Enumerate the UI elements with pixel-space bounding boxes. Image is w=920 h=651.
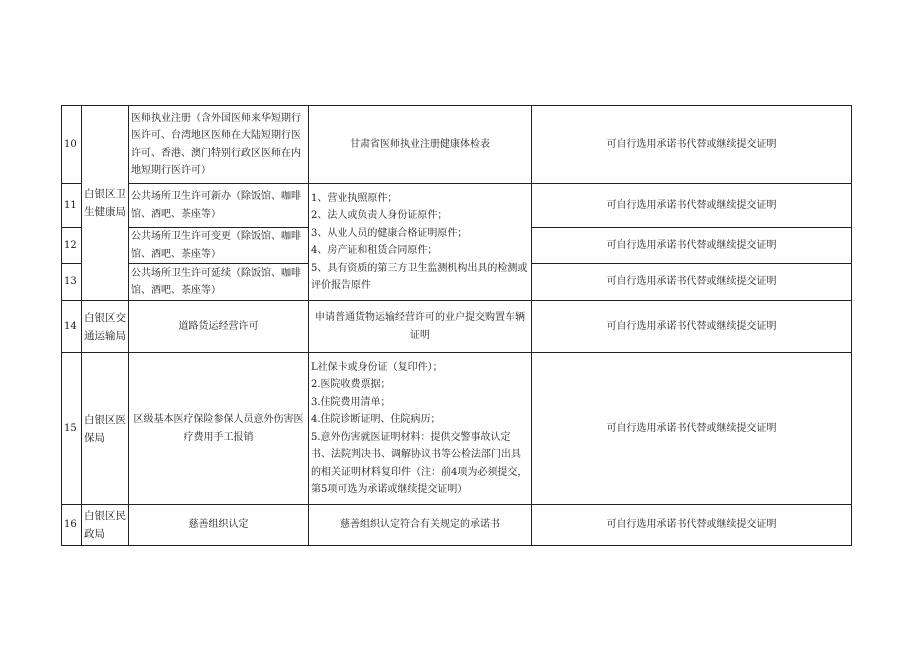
material-cell: L社保卡或身份证（复印件）； 2.医院收费票据； 3.住院费用清单； 4.住院诊断证明、住院病历； 5.意外伤害就医证明材料：提供交警事故认定书、法院判决书、调解协议书等公检法部门出具的相关证明材料复印件（注：前4项为必须提交，第5项可选为承诺或继续提交证明）	[309, 353, 532, 505]
method-cell: 可自行选用承诺书代替或继续提交证明	[532, 301, 852, 353]
table-row	[62, 184, 852, 228]
method-cell: 可自行选用承诺书代替或继续提交证明	[532, 228, 852, 264]
item-cell: 区级基本医疗保险参保人员意外伤害医疗费用手工报销	[129, 353, 309, 505]
material-cell: 甘肃省医师执业注册健康体检表	[309, 106, 532, 184]
method-cell: 可自行选用承诺书代替或继续提交证明	[532, 106, 852, 184]
row-number: 14	[62, 301, 82, 353]
item-cell: 医师执业注册（含外国医师来华短期行医许可、台湾地区医师在大陆短期行医许可、香港、澳门特别行政区医师在内地短期行医许可）	[129, 106, 309, 184]
department-cell: 白银区医保局	[82, 353, 129, 505]
material-cell: 1、营业执照原件； 2、法人或负责人身份证原件； 3、从业人员的健康合格证明原件； 4、房产证和租赁合同原件； 5、具有资质的第三方卫生监测机构出具的检测或评价报告原件	[309, 184, 532, 301]
department-cell: 白银区交通运输局	[82, 301, 129, 353]
department-cell: 白银区卫生健康局	[82, 106, 129, 301]
table-row	[62, 301, 852, 353]
certification-table	[61, 105, 852, 546]
method-cell: 可自行选用承诺书代替或继续提交证明	[532, 505, 852, 546]
row-number: 13	[62, 264, 82, 301]
material-cell: 慈善组织认定符合有关规定的承诺书	[309, 505, 532, 546]
department-cell: 白银区民政局	[82, 505, 129, 546]
row-number: 10	[62, 106, 82, 184]
item-cell: 道路货运经营许可	[129, 301, 309, 353]
row-number: 11	[62, 184, 82, 228]
method-cell: 可自行选用承诺书代替或继续提交证明	[532, 353, 852, 505]
item-cell: 公共场所卫生许可变更（除饭馆、咖啡馆、酒吧、茶座等）	[129, 228, 309, 264]
table-row	[62, 505, 852, 546]
row-number: 16	[62, 505, 82, 546]
table-row	[62, 106, 852, 184]
item-cell: 公共场所卫生许可新办（除饭馆、咖啡馆、酒吧、茶座等）	[129, 184, 309, 228]
item-cell: 慈善组织认定	[129, 505, 309, 546]
row-number: 15	[62, 353, 82, 505]
item-cell: 公共场所卫生许可延续（除饭馆、咖啡馆、酒吧、茶座等）	[129, 264, 309, 301]
method-cell: 可自行选用承诺书代替或继续提交证明	[532, 184, 852, 228]
table-row	[62, 353, 852, 505]
material-cell: 申请普通货物运输经营许可的业户提交购置车辆证明	[309, 301, 532, 353]
row-number: 12	[62, 228, 82, 264]
method-cell: 可自行选用承诺书代替或继续提交证明	[532, 264, 852, 301]
